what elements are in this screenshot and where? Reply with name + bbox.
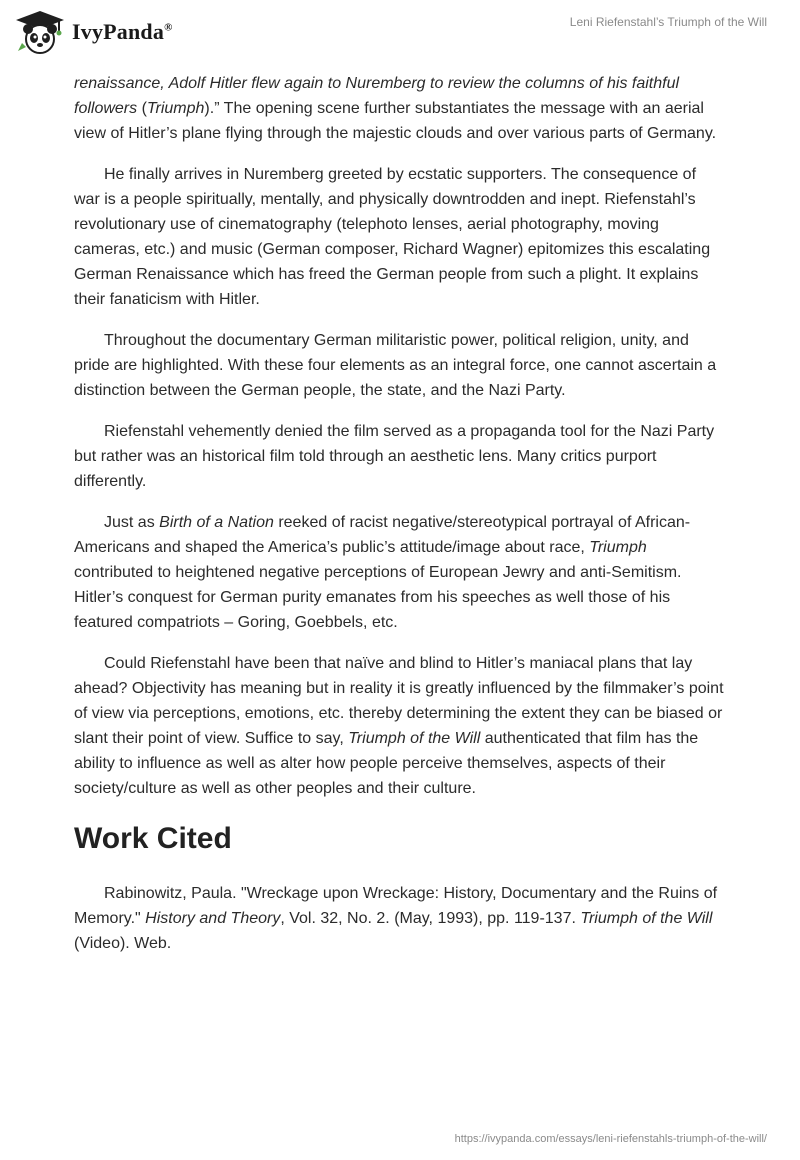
- ivypanda-logo[interactable]: [14, 9, 173, 55]
- source-url[interactable]: https://ivypanda.com/essays/leni-riefenstahls-triumph-of-the-will/: [454, 1133, 767, 1145]
- paragraph-objectivity: Could Riefenstahl have been that naïve and blind to Hitler’s maniacal plans that lay ahead? Objectivity has meaning but in reality it is greatly influenced by the filmmaker’s point of view via perceptions, emotions, etc. thereby determining the extent they can be biased or slant their point of view. Suffice to say, Triumph of the Will authenticated that film has the ability to influence as well as alter how people perceive themselves, aspects of their society/culture as well as other peoples and their culture.: [74, 655, 724, 797]
- running-title: Leni Riefenstahl’s Triumph of the Will: [569, 15, 767, 29]
- panda-graduate-icon: [14, 9, 66, 55]
- essay-body: [74, 71, 726, 972]
- paragraph-nuremberg: He finally arrives in Nuremberg greeted by ecstatic supporters. The consequence of war is a people spiritually, mentally, and physically downtrodden and inept. Riefenstahl’s revolutionary use of cinematography (telephoto lenses, aerial photography, moving cameras, etc.) and music (German composer, Richard Wagner) epitomizes this escalating German Renaissance which has freed the German people from such a plight. It explains their fanaticism with Hitler.: [74, 166, 711, 308]
- paragraph-militaristic: Throughout the documentary German militaristic power, political religion, unity, and pride are highlighted. With these four elements as an integral force, one cannot ascertain a distinction between the German people, the state, and the Nazi Party.: [74, 332, 717, 399]
- paragraph-continued: renaissance, Adolf Hitler flew again to Nuremberg to review the columns of his faithful followers (Triumph).” The opening scene further substantiates the message with an aerial view of Hitler’s plane flying through the majestic clouds and over various parts of Germany.: [74, 75, 717, 142]
- paragraph-birth-of-a-nation: Just as Birth of a Nation reeked of racist negative/stereotypical portrayal of African-Americans and shaped the America’s public’s attitude/image about race, Triumph contributed to heightened negative perceptions of European Jewry and anti-Semitism. Hitler’s conquest for German purity emanates from his speeches as well those of his featured compatriots – Goring, Goebbels, etc.: [74, 514, 691, 631]
- paragraph-propaganda: Riefenstahl vehemently denied the film served as a propaganda tool for the Nazi Party but rather was an historical film told through an aesthetic lens. Many critics purport differently.: [74, 423, 715, 490]
- logo-text: IvyPanda®: [72, 19, 173, 44]
- work-cited-heading: Work Cited: [74, 822, 232, 855]
- page-header: [0, 0, 800, 64]
- citation-entry: Rabinowitz, Paula. "Wreckage upon Wreckage: History, Documentary and the Ruins of Memory." History and Theory, Vol. 32, No. 2. (May, 1993), pp. 119-137. Triumph of the Will (Video). Web.: [74, 885, 718, 952]
